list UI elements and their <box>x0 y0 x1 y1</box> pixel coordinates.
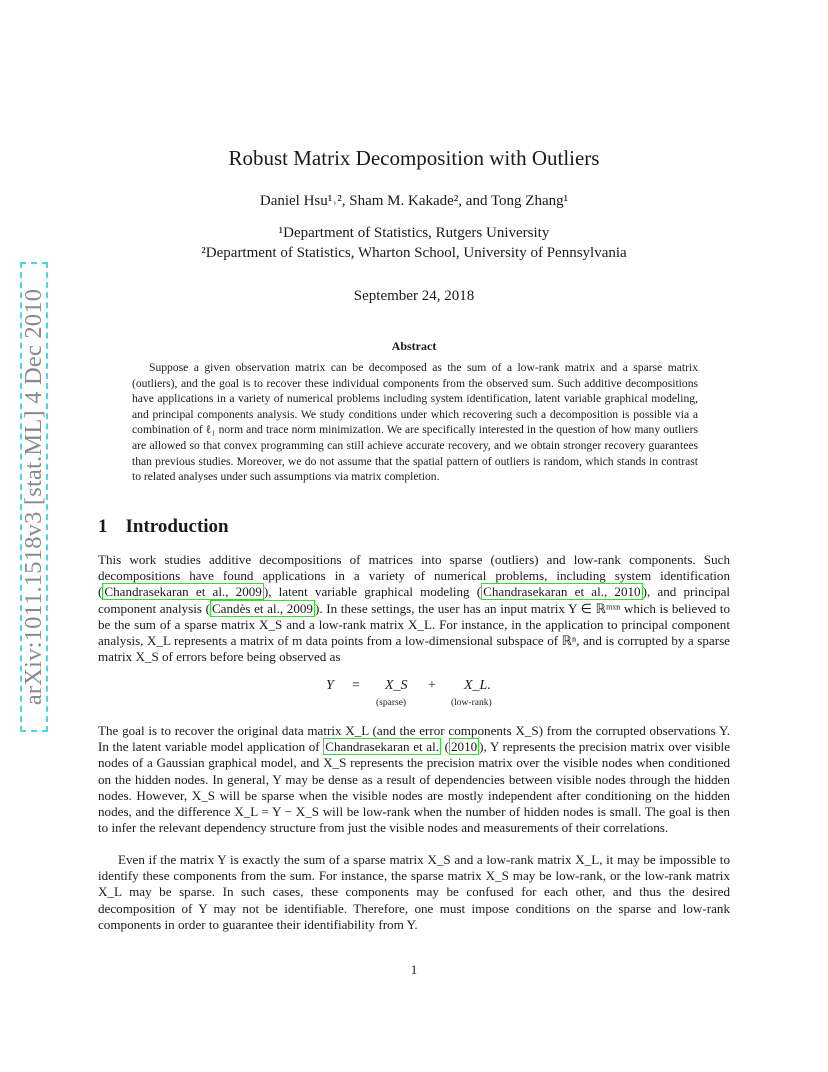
section-number: 1 <box>98 516 108 537</box>
citation-link[interactable]: Candès et al., 2009 <box>211 600 313 616</box>
page-number: 1 <box>410 962 418 977</box>
citation-link[interactable]: Chandrasekaran et al., 2009 <box>104 584 262 600</box>
affiliation-1: ¹Department of Statistics, Rutgers University <box>278 225 550 241</box>
equation <box>0 678 828 712</box>
text: ), and principal component analysis ( <box>98 584 731 616</box>
text: ), Y represents the precision matrix over visible nodes of a Gaussian graphical model, and X_S represents the precision matrix over the visible nodes when conditioned on the hidden nodes. In general, Y may be dense as a result of dependencies between visible nodes through the hidden nodes. However, X_S will be sparse when the visible nodes are mostly independent after conditioning on the hidden nodes, and the difference X_L = Y − X_S will be low-rank when the number of hidden nodes is small. The goal is then to infer the relevant dependency structure from just the visible nodes and measurements of their correlations. <box>98 739 731 836</box>
equation-plus: + <box>428 678 436 693</box>
section-heading <box>98 516 229 538</box>
paper-title: Robust Matrix Decomposition with Outliers <box>228 146 600 170</box>
citation-link[interactable]: Chandrasekaran et al., 2010 <box>483 584 641 600</box>
text: This work studies additive decompositions of matrices into sparse (outliers) and low-rank components. Such decompositions have found applications in a variety of numerical problems, including system identification ( <box>98 552 730 600</box>
section-title: Introduction <box>125 516 229 537</box>
arxiv-sidebar <box>16 262 52 732</box>
citation-link[interactable]: Chandrasekaran et al. <box>325 739 439 755</box>
lowrank-label: (low-rank) <box>451 698 492 708</box>
paragraph-3: Even if the matrix Y is exactly the sum of a sparse matrix X_S and a low-rank matrix X_L, it may be impossible to identify these components from the sum. For instance, the sparse matrix X_S may be low-rank, or the low-rank matrix X_L may be sparse. In such cases, these components may be confused for each other, and thus the desired decomposition of Y may not be identifiable. Therefore, one must impose conditions on the sparse and low-rank components in order to guarantee their identifiability from Y. <box>98 852 730 932</box>
sparse-label: (sparse) <box>376 698 407 708</box>
authors: Daniel Hsu¹˒², Sham M. Kakade², and Tong Zhang¹ <box>259 193 569 209</box>
paragraph-2 <box>98 723 730 836</box>
text: The goal is to recover the original data matrix X_L (and the error components X_S) from the corrupted observations Y. In the latent variable model application of <box>98 723 730 755</box>
equation-sparse-term: X_S <box>385 678 408 693</box>
affiliation-2: ²Department of Statistics, Wharton School, University of Pennsylvania <box>201 245 627 261</box>
text: ), latent variable graphical modeling ( <box>263 584 482 600</box>
abstract-heading: Abstract <box>391 339 437 353</box>
abstract-text: Suppose a given observation matrix can be decomposed as the sum of a low-rank matrix and a sparse matrix (outliers), and the goal is to recover these individual components from the observed sum. Such additive decompositions have applications in a variety of numerical problems including system identification, latent variable graphical modeling, and principal components analysis. We study conditions under which recovering such a decomposition is possible via a combination of ℓ₁ norm and trace norm minimization. We are specifically interested in the question of how many outliers are allowed so that convex programming can still achieve accurate recovery, and we obtain stronger recovery guarantees than previous studies. Moreover, we do not assume that the spatial pattern of outliers is random, which stands in contrast to related analyses under such assumptions via matrix completion. <box>132 361 698 484</box>
text: ). In these settings, the user has an input matrix Y ∈ ℝᵐˣⁿ which is believed to be the sum of a sparse matrix X_S and a low-rank matrix X_L. For instance, in the application to principal component analysis, X_L represents a matrix of m data points from a low-dimensional subspace of ℝⁿ, and is corrupted by a sparse matrix X_S of errors before being observed as <box>98 600 730 665</box>
paragraph-1 <box>98 552 730 665</box>
citation-link[interactable]: 2010 <box>450 739 478 755</box>
equation-lhs: Y <box>326 678 334 693</box>
date: September 24, 2018 <box>353 288 475 304</box>
equation-lowrank-term: X_L. <box>464 678 491 693</box>
arxiv-identifier[interactable]: arXiv:1011.1518v3 [stat.ML] 4 Dec 2010 <box>20 288 47 706</box>
equation-equals: = <box>352 678 360 693</box>
text: ( <box>441 739 449 755</box>
